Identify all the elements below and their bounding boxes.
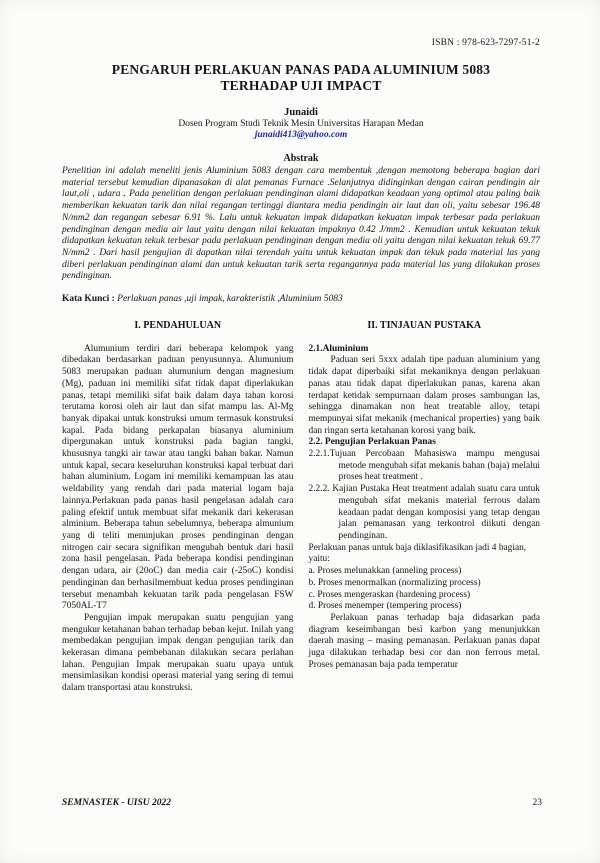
paper-title: [62, 62, 540, 94]
footer-conference: SEMNASTEK - UISU 2022: [62, 798, 172, 808]
section-1-heading: I. PENDAHULUAN: [134, 320, 222, 332]
list-item-d: d. Proses menemper (tempering process): [308, 601, 462, 612]
abstract-heading: Abstrak: [283, 153, 319, 164]
title-line1: PENGARUH PERLAKUAN PANAS PADA ALUMINIUM 5083: [111, 62, 491, 77]
page-footer: [62, 798, 542, 808]
subsection-2-2-item-1: 2.2.1.Tujuan Percobaan Mahasiswa mampu mengusai metode mengubah sifat mekanis bahan (baja) melalui proses heat treatment .: [308, 449, 540, 483]
section-1-paragraph-1: Alumunium terdiri dari beberapa kelompok yang dibedakan berdasarkan paduan penyusunnya. Alumunium 5083 merupakan paduan alumunium dengan magnesium (Mg), paduan ini memiliki sifat tidak dapat diperlakukan panas, tetapi memiliki sifat baik dalam daya tahan korosi terutama korosi oleh air laut dan sifat mampu las. Al-Mg banyak dipakai untuk konstruksi umum termasuk konstruksi kapal. Pada bidang perkapalan biasanya aluminium dipergunakan untuk konstruksi pada bagian tangki, khususnya tangki air tawar atau tangki bahan bakar. Namun untuk kapal, secara keseluruhan konstruksi kapal terbuat dari bahan aluminium. Logam ini memiliki kemampuan las atau weldability yang rendah dari pada material logam baja lainnya.Perlakuan pada panas hasil pengelasan adalah cara paling efektif untuk membuat sifat mekanik dari kekerasan alminium. Beberapa tahun sebelumnya, beberapa almunium yang di teliti menunjukan proses pendinginan dengan nitrogen cair secara signifikan mengubah bentuk dari hasil zona hasil pengelasan. Pada beberapa kondisi pendinginan dengan udara, air (20oC) dan media cair (-25oC) kondisi pendinginan dan berhasilmembuat kedua proses pendinginan tersebut menambah kekuatan tarik pada pengelasan FSW 7050AL-T7: [62, 343, 294, 612]
abstract-body: Penelitian ini adalah meneliti jenis Aluminium 5083 dengan cara membentuk ,dengan memotong beberapa bagian dari material tersebut kemudian dipanasakan di alat pemanas Furnace .Selanjutnya didinginkan dengan cairan pendingin air laut,oli , udara . Pada penelitian dengan perlakuan pendinginan alami didapatkan keadaan yang optimal atau paling baik memberikan kekuatan tarik dan nilai regangan tertinggi diantara media pendingin air laut dan oli, yaitu sebesar 196.48 N/mm2 dan regangan sebesar 6.91 %. Lalu untuk kekuatan impak didapatkan kekuatan impak terbesar pada perlakuan pendinginan dengan media air laut yaitu dengan nilai kekuatan impaknya 0.42 J/mm2 . Kemudian untuk kekuatan tekuk didapatkan kekuatan tekuk terbesar pada perlakuan pendinginan dengan media oli yaitu dengan nilai kekuatan tekuk 69.77 N/mm2 . Dari hasil pengujian di dapatkan nilai terendah yaitu untuk kekuatan impak dan tekuk pada material las yang diberi perlakuan pendinginan alami dan untuk kekuatan tarik serta regangannya pada material las yang dilakukan proses pendinginan.: [62, 166, 540, 282]
right-column: [309, 320, 541, 695]
isbn-text: ISBN : 978-623-7297-51-2: [431, 38, 540, 48]
subsection-2-1-heading: 2.1.Aluminium: [308, 343, 369, 354]
subsection-2-2-heading: 2.2. Pengujian Perlakuan Panas: [308, 437, 436, 448]
author-affiliation: Dosen Program Studi Teknik Mesin Universitas Harapan Medan: [178, 119, 424, 129]
left-column: [62, 320, 294, 695]
section-1-paragraph-2: Pengujian impak merupakan suatu pengujian yang mengukur ketahanan bahan terhadap beban kejut. Inilah yang membedakan pengujian impak dengan pengujian tarik dan kekerasan dimana pembebanan dilakukan secara perlahan lahan. Pengujian Impak merupakan suatu upaya untuk mensimlasikan kondisi operasi material yang sering di temui dalam transportasi atau konstruksi.: [62, 612, 294, 694]
section-2-last-paragraph: Perlakuan panas terhadap baja didasarkan pada diagram keseimbangan besi karbon yang menunjukkan daerah masing – masing pemanasan. Perlakuan panas dapat juga dilakukan terhadap besi cor dan non ferrous metal. Proses pemanasan baja pada temperatur: [308, 612, 540, 670]
classification-intro: Perlakuan panas untuk baja diklasifikasikan jadi 4 bagian, yaitu:: [308, 542, 527, 565]
subsection-2-1-body: Paduan seri 5xxx adalah tipe paduan aluminium yang tidak dapat diperbaiki sifat mekaniknya dengan perlakuan panas atau tidak dapat diperlakukan panas, karena akan terdapat ketidak sempurnaan dalam proses sambungan las, sehingga dinamakan non heat treatable alloy, tetapi mempunyai sifat mekanik (mechanical properties) yang baik dan ringan serta ketahanan korosi yang baik.: [308, 355, 540, 436]
list-item-c: c. Proses mengeraskan (hardening process): [308, 589, 471, 600]
list-item-a: a. Proses melunakkan (anneling process): [308, 566, 462, 577]
two-column-body: [62, 320, 540, 695]
title-line2: TERHADAP UJI IMPACT: [220, 78, 382, 93]
author-name: Junaidi: [284, 107, 318, 118]
list-item-b: b. Proses menormalkan (normalizing process): [308, 577, 481, 588]
keywords-text: Perlakuan panas ,uji impak, karakteristik ,Aluminium 5083: [117, 294, 343, 305]
keywords-line: [62, 294, 540, 304]
footer-page-number: 23: [532, 798, 542, 808]
author-email-link[interactable]: junaidi413@yahoo.com: [254, 130, 348, 140]
keywords-label: Kata Kunci :: [62, 294, 115, 305]
subsection-2-2-item-2: 2.2.2. Kajian Pustaka Heat treatment adalah suatu cara untuk mengubah sifat mekanis material ferrous dalam keadaan padat dengan komposisi yang tetap dengan jalan pemanasan yang terkontrol diikuti dengan pendinginan.: [308, 484, 540, 541]
section-2-heading: II. TINJAUAN PUSTAKA: [367, 320, 482, 332]
classification-list: [309, 566, 541, 613]
